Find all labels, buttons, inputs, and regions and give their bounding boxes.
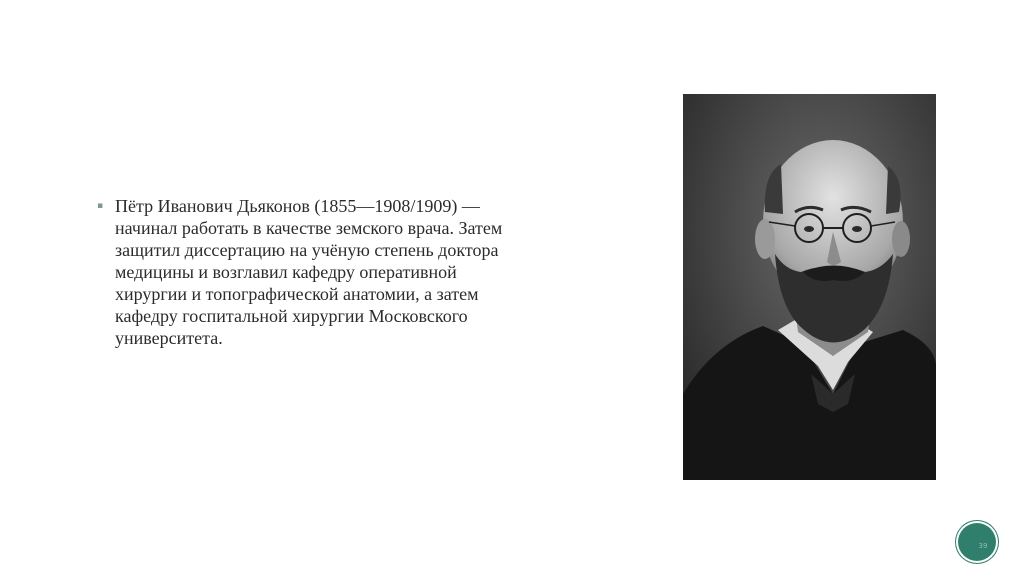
bullet-item	[97, 195, 567, 349]
slide-number-label: 39	[978, 542, 988, 550]
bullet-marker-icon: ▪	[97, 201, 104, 211]
portrait-photo	[683, 94, 936, 480]
portrait-illustration	[683, 94, 936, 480]
bullet-text: Пётр Иванович Дьяконов (1855—1908/1909) — начинал работать в качестве земского врача. Затем защитил диссертацию на учёную степень доктора медицины и возглавил кафедру оперативной хирургии и топографической анатомии, а затем кафедру госпитальной хирургии Московского университета.	[115, 196, 503, 348]
slide-number-badge	[958, 523, 996, 561]
content-block	[97, 195, 567, 349]
